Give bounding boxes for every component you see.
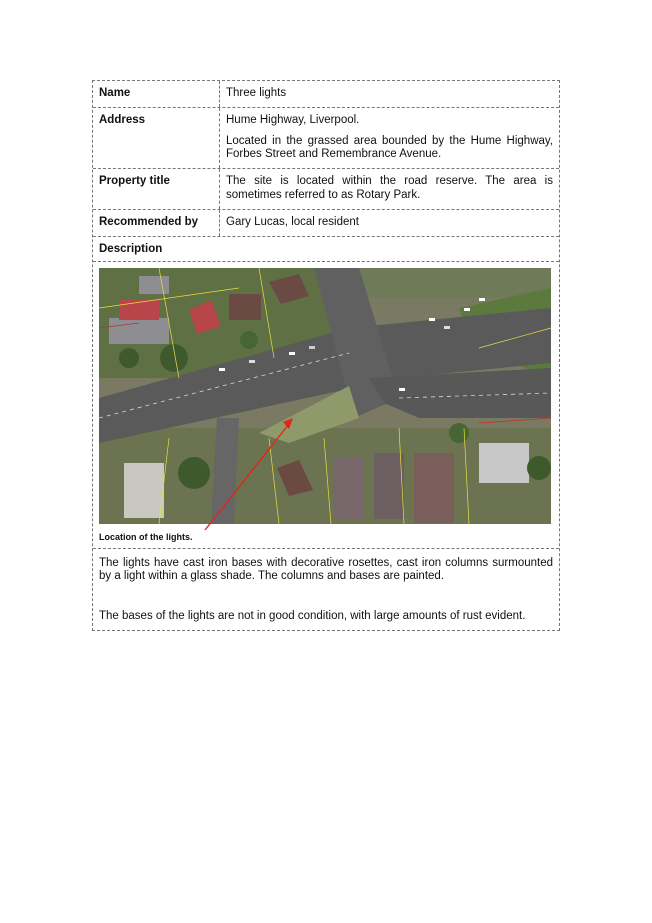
address-label: Address: [93, 108, 220, 168]
address-value: [220, 108, 559, 168]
name-row: [93, 81, 559, 108]
property-title-value: The site is located within the road reserve. The area is sometimes referred to as Rotary Park.: [226, 175, 553, 201]
recommended-by-value: Gary Lucas, local resident: [226, 215, 359, 228]
name-label: Name: [93, 81, 220, 107]
address-row: [93, 108, 559, 169]
photo-caption: Location of the lights.: [99, 531, 193, 542]
address-line-2: Located in the grassed area bounded by the Hume Highway, Forbes Street and Remembrance Avenue.: [226, 134, 553, 161]
recommended-by-row: [93, 210, 559, 237]
property-title-row: [93, 169, 559, 210]
recommended-by-label: Recommended by: [93, 210, 220, 236]
property-title-label: Property title: [93, 169, 220, 209]
address-line-1: Hume Highway, Liverpool.: [226, 113, 360, 126]
description-body: [93, 549, 559, 630]
name-value: Three lights: [226, 87, 287, 99]
aerial-photo-cell: [93, 262, 559, 549]
description-paragraph-1: The lights have cast iron bases with decorative rosettes, cast iron columns surmounted by a light within a glass shade. The columns and bases are painted.: [99, 556, 553, 583]
aerial-photo: [99, 268, 551, 524]
description-heading: Description: [93, 237, 559, 262]
heritage-record-table: [92, 80, 560, 631]
description-paragraph-2: The bases of the lights are not in good condition, with large amounts of rust evident.: [99, 610, 526, 623]
